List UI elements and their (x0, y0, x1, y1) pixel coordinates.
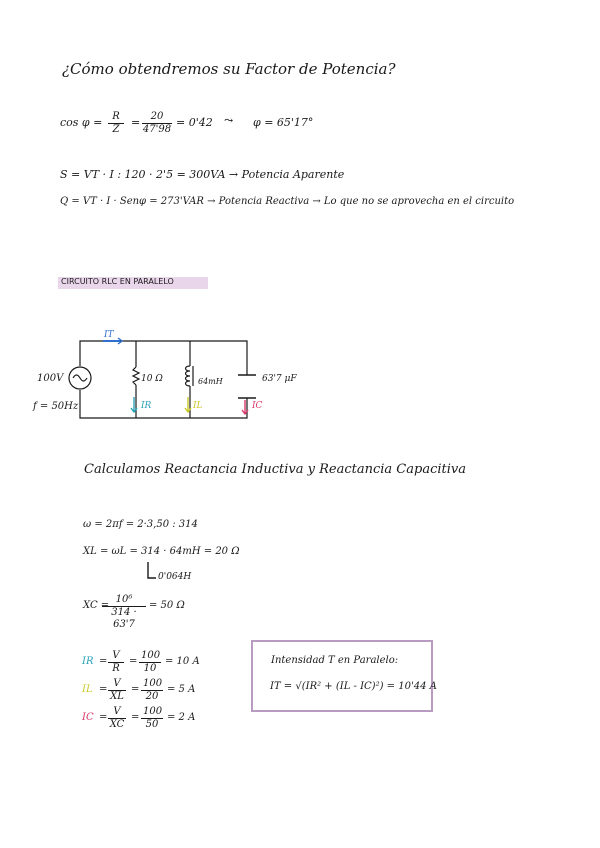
ic-calc-label: IC (82, 712, 94, 723)
ic-result: = 2 A (167, 712, 196, 723)
resistor-value: 10 Ω (141, 374, 163, 384)
il-label: IL (193, 401, 203, 411)
omega-line: ω = 2πf = 2·3,50 : 314 (83, 519, 198, 530)
fraction-denominator: 10 (143, 663, 157, 674)
ic-fraction-numeric (141, 706, 163, 731)
fraction-numerator: 100 (143, 678, 163, 689)
il-result: = 5 A (167, 684, 196, 695)
fraction-denominator: 20 (145, 691, 159, 702)
ir-label: IR (141, 401, 152, 411)
apparent-power-line: S = VT · I : 120 · 2'5 = 300VA → Potencia Aparente (60, 168, 345, 181)
fraction-numerator: 20 (142, 111, 172, 124)
reactance-heading: Calculamos Reactancia Inductiva y Reactancia Capacitiva (84, 462, 466, 477)
equals-sign: = (131, 116, 141, 129)
il-fraction-numeric (141, 678, 163, 703)
xl-line: XL = ωL = 314 · 64mH = 20 Ω (83, 546, 240, 557)
fraction-denominator: XL (110, 691, 124, 702)
fraction-denominator: 50 (145, 719, 159, 730)
equals-sign: = (129, 656, 138, 667)
equals-sign: = (131, 684, 140, 695)
section-label: CIRCUITO RLC EN PARALELO (61, 277, 174, 286)
ic-label: IC (252, 401, 263, 411)
page-heading: ¿Cómo obtendremos su Factor de Potencia? (62, 60, 396, 78)
fraction-denominator: R (112, 663, 120, 674)
equals-sign: = (131, 712, 140, 723)
fraction-numerator: V (108, 650, 124, 663)
source-frequency: f = 50Hz (33, 401, 79, 412)
il-fraction-symbolic (108, 678, 126, 703)
xl-note: 0'064H (158, 572, 192, 582)
il-calc-label: IL (82, 684, 93, 695)
squiggle-arrow-icon: ⤳ (224, 114, 234, 127)
fraction-numerator: V (108, 678, 126, 691)
capacitor-value: 63'7 μF (262, 374, 297, 384)
source-voltage: 100V (37, 373, 64, 384)
fraction-numerator: R (108, 111, 124, 124)
fraction-denominator: 314 · 63'7 (111, 607, 137, 630)
ir-calc-label: IR (82, 656, 94, 667)
reactive-power-line: Q = VT · I · Senφ = 273'VAR → Potencia Reactiva → Lo que no se aprovecha en el circuito (60, 196, 515, 207)
cos-phi-label: cos φ = (60, 116, 103, 129)
fraction-numerator: 100 (143, 706, 163, 717)
equals-sign: = (99, 656, 108, 667)
fraction-denominator: 47'98 (142, 124, 172, 135)
xc-result: = 50 Ω (149, 600, 185, 611)
fraction-numerator: 10⁶ (102, 594, 146, 607)
cos-result: = 0'42 (176, 116, 213, 129)
inductor-value: 64mH (198, 377, 223, 386)
ir-fraction-numeric (139, 650, 161, 675)
fraction-numerator: V (108, 706, 126, 719)
fraction-numerator: 100 (141, 650, 161, 661)
ir-fraction-symbolic (108, 650, 124, 675)
total-current-box (251, 640, 433, 712)
fraction-denominator: Z (112, 124, 120, 135)
equals-sign: = (99, 712, 108, 723)
phi-result: φ = 65'17° (253, 116, 314, 129)
xc-fraction (102, 594, 146, 631)
total-current-formula: IT = √(IR² + (IL - IC)²) = 10'44 A (270, 681, 437, 692)
xc-label: XC = (83, 600, 110, 611)
ic-fraction-symbolic (108, 706, 126, 731)
note-bracket-icon (148, 562, 156, 578)
ir-result: = 10 A (165, 656, 200, 667)
it-label: IT (104, 330, 114, 340)
box-title: Intensidad T en Paralelo: (271, 655, 399, 666)
fraction-denominator: XC (109, 719, 125, 730)
equals-sign: = (99, 684, 108, 695)
